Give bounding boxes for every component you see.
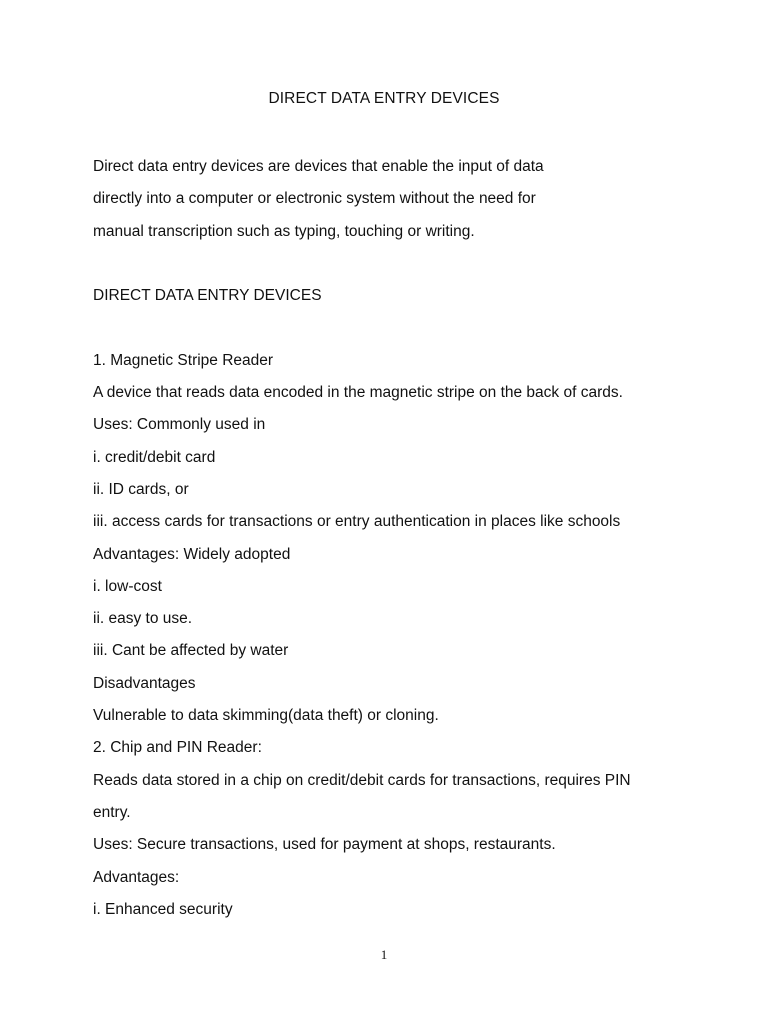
intro-line: Direct data entry devices are devices that enable the input of data <box>93 158 544 175</box>
body-line: Vulnerable to data skimming(data theft) or cloning. <box>93 707 439 725</box>
body-line: Advantages: <box>93 868 180 886</box>
intro-line: directly into a computer or electronic system without the need for <box>93 190 536 208</box>
body-line: Disadvantages <box>93 674 196 692</box>
item-heading-magnetic-stripe-reader: 1. Magnetic Stripe Reader <box>93 351 274 369</box>
list-item: i. credit/debit card <box>93 448 216 466</box>
body-line: Advantages: Widely adopted <box>93 545 291 563</box>
paragraph-spacer <box>93 248 713 280</box>
list-item: i. Enhanced security <box>93 900 233 918</box>
paragraph-spacer <box>93 312 713 344</box>
intro-line: manual transcription such as typing, touching or writing. <box>93 222 475 240</box>
list-item: iii. Cant be affected by water <box>93 642 289 660</box>
body-line: entry. <box>93 803 131 821</box>
body-line: Uses: Secure transactions, used for payment at shops, restaurants. <box>93 836 556 854</box>
page-number: 1 <box>380 947 388 962</box>
body-line: A device that reads data encoded in the magnetic stripe on the back of cards. <box>93 384 623 402</box>
section-heading: DIRECT DATA ENTRY DEVICES <box>93 287 322 305</box>
list-item: iii. access cards for transactions or entry authentication in places like schools <box>93 513 621 531</box>
list-item: i. low-cost <box>93 577 162 595</box>
item-heading-chip-and-pin-reader: 2. Chip and PIN Reader: <box>93 739 262 757</box>
list-item: ii. easy to use. <box>93 610 193 628</box>
body-line: Reads data stored in a chip on credit/debit cards for transactions, requires PIN <box>93 771 631 789</box>
document-body <box>93 151 713 926</box>
list-item: ii. ID cards, or <box>93 480 189 498</box>
body-line: Uses: Commonly used in <box>93 416 266 434</box>
document-title: DIRECT DATA ENTRY DEVICES <box>268 90 500 107</box>
